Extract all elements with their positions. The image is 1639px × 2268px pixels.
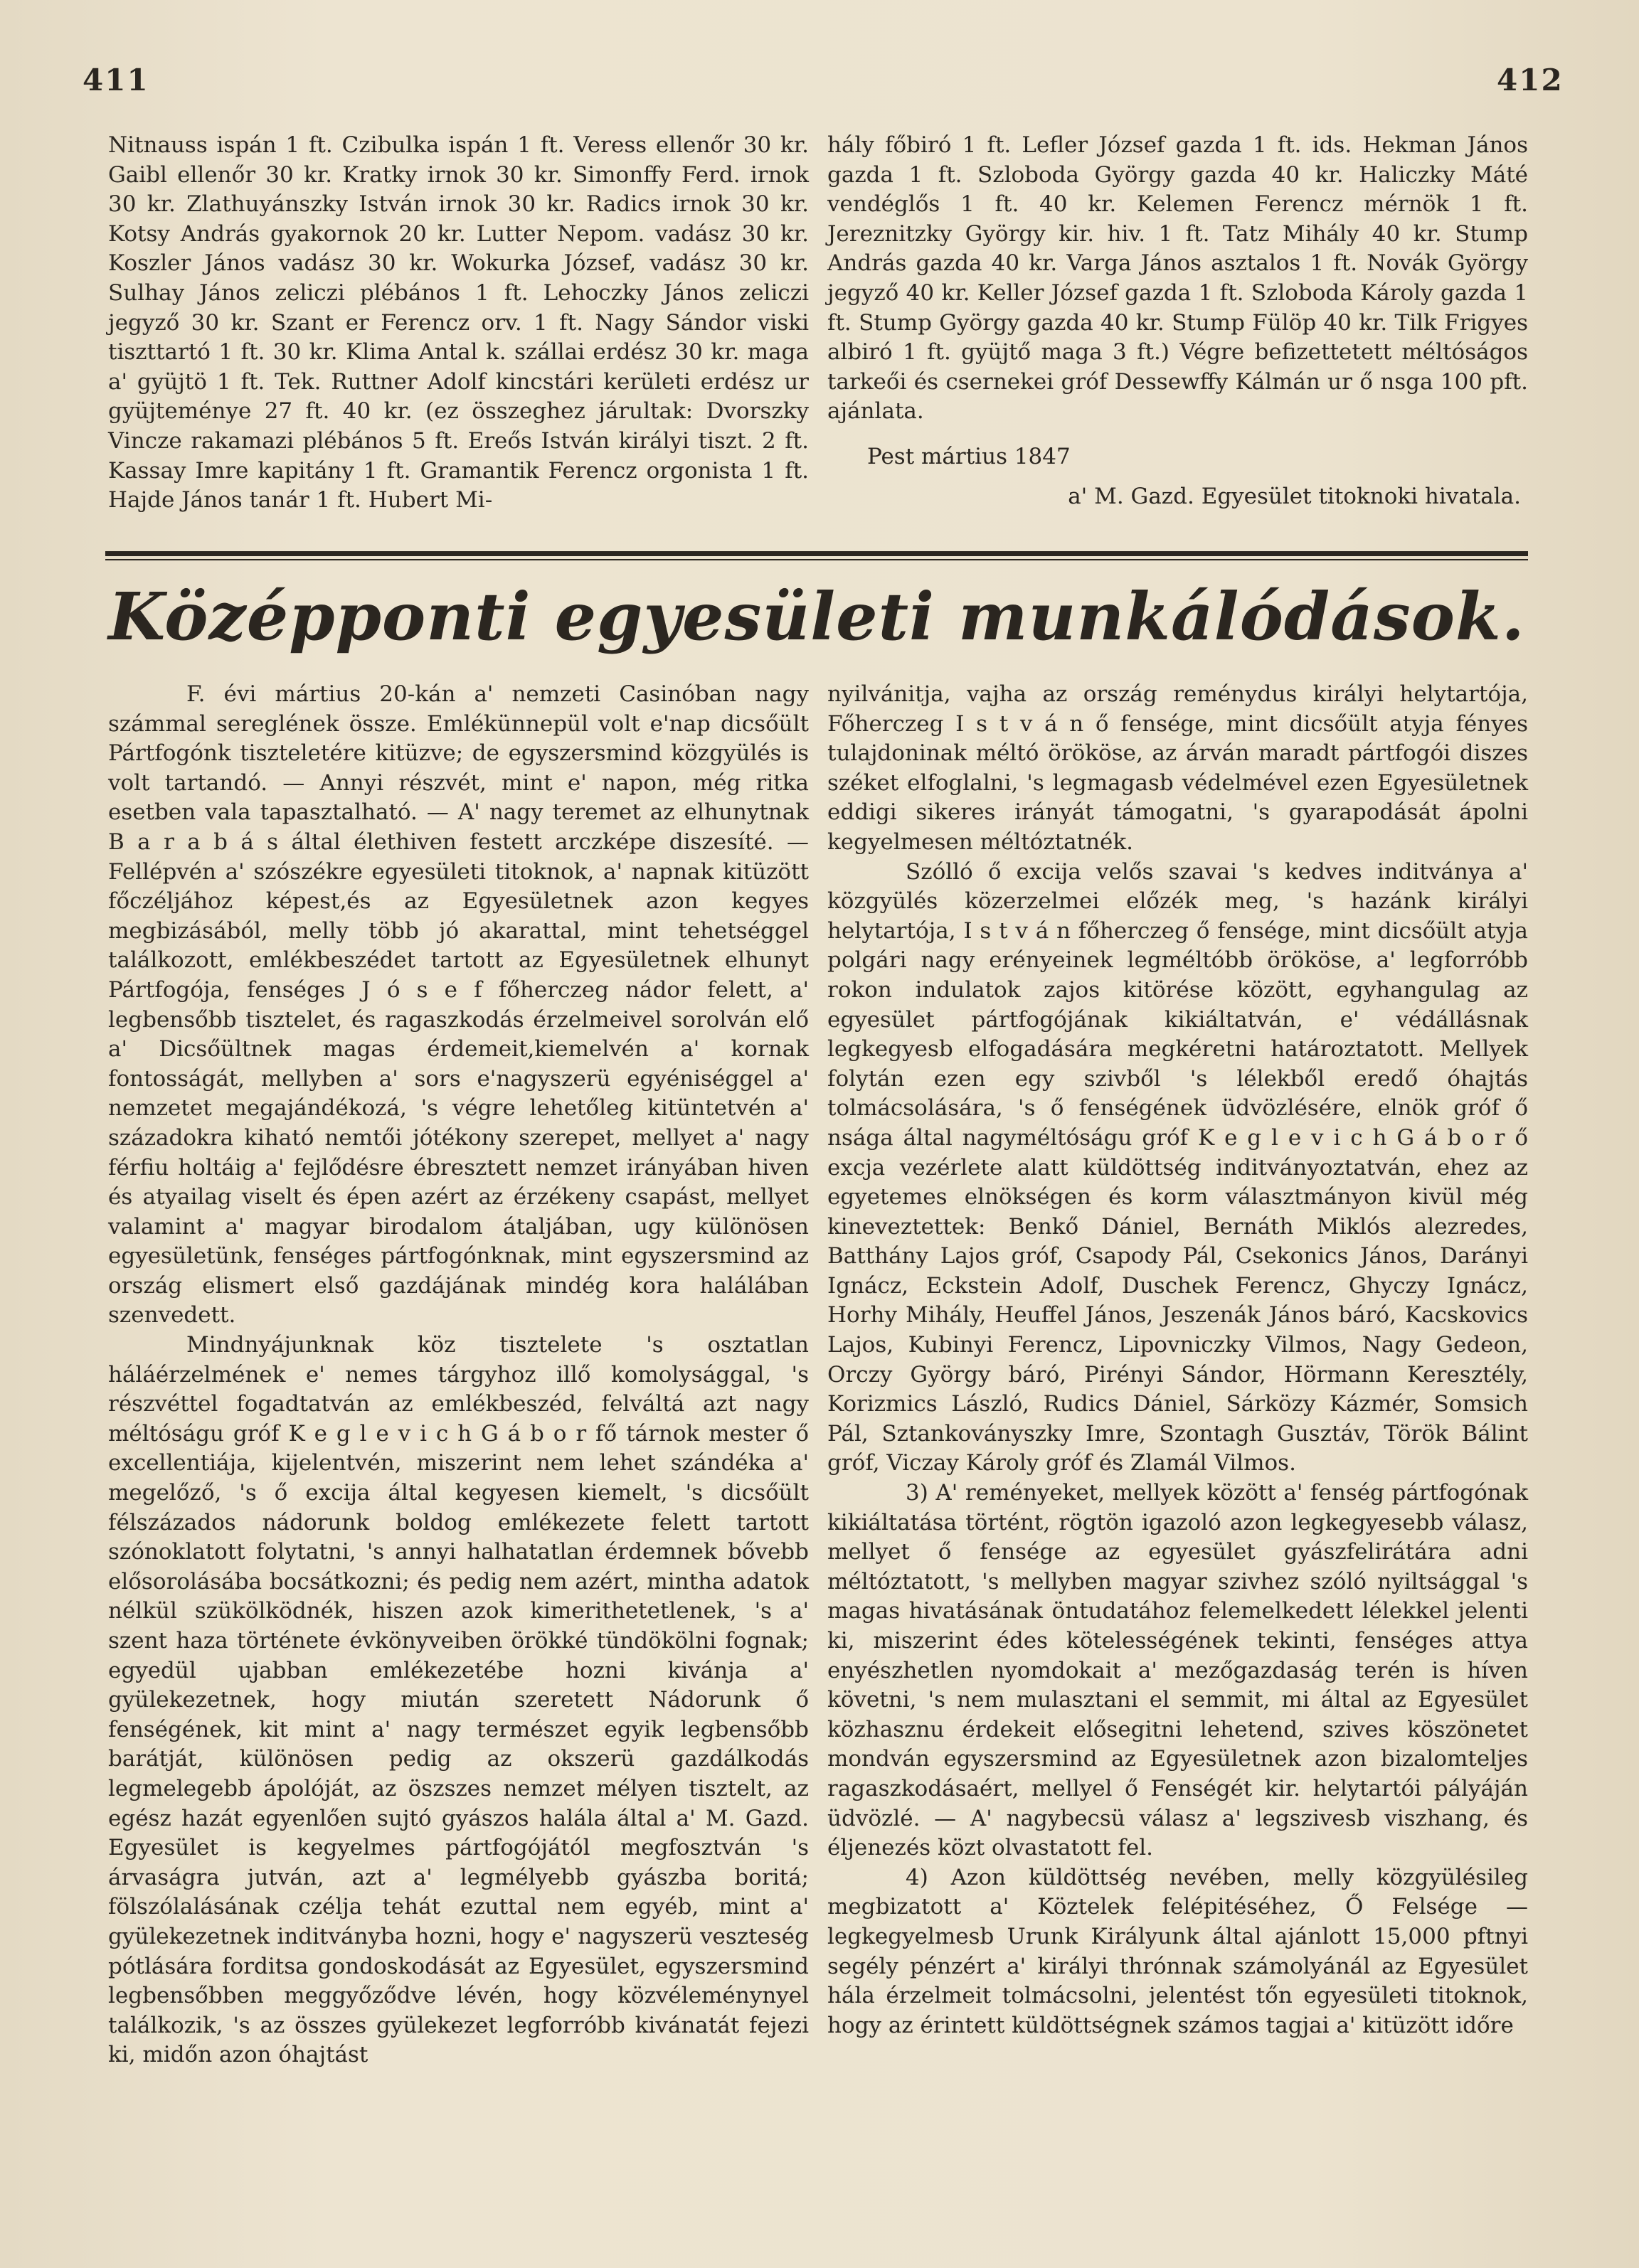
paragraph: nyilvánitja, vajha az ország reménydus királyi helytartója, Főherczeg I s t v á n ő fensége, mint dicsőült atyja fényes tulajdoninak méltó örököse, az árván maradt pártfogói diszes széket elfoglalni, 's legmagasb védelmével ezen Egyesületnek eddigi sikeres irányát támogatni, 's gyarapodását ápolni kegyelmesen méltóztatnék. xyxy=(827,681,1528,855)
signoff-place-date: Pest mártius 1847 xyxy=(867,443,1071,469)
section-divider-thin xyxy=(105,559,1528,560)
donor-list-left: Nitnauss ispán 1 ft. Czibulka ispán 1 ft. Veress ellenőr 30 kr. Gaibl ellenőr 30 kr. Kratky irnok 30 kr. Simonffy Ferd. irnok 30 kr. Zlathuyánszky István irnok 30 kr. Radics irnok 30 kr. Kotsy András gyakornok 20 kr. Lutter Nepom. vadász 30 kr. Koszler János vadász 30 kr. Wokurka József, vadász 30 kr. Sulhay János zeliczi plébános 1 ft. Lehoczky János zeliczi jegyző 30 kr. Szant er Ferencz orv. 1 ft. Nagy Sándor viski tiszttartó 1 ft. 30 kr. Klima Antal k. szállai erdész 30 kr. maga a' gyüjtö 1 ft. Tek. Ruttner Adolf kincstári kerületi erdész ur gyüjteménye 27 ft. 40 kr. (ez összeghez járultak: Dvorszky Vincze rakamazi plébános 5 ft. Ereős István királyi tiszt. 2 ft. Kassay Imre kapitány 1 ft. Gramantik Ferencz orgonista 1 ft. Hajde János tanár 1 ft. Hubert Mi- xyxy=(108,132,809,513)
page-number-left: 411 xyxy=(83,63,149,97)
donor-list-right: hály főbiró 1 ft. Lefler József gazda 1 ft. ids. Hekman János gazda 1 ft. Szloboda György gazda 40 kr. Haliczky Máté vendéglős 1 ft. 40 kr. Kelemen Ferencz mérnök 1 ft. Jereznitzky György kir. hiv. 1 ft. Tatz Mihály 40 kr. Stump András gazda 40 kr. Varga János asztalos 1 ft. Novák György jegyző 40 kr. Keller József gazda 1 ft. Szloboda Károly gazda 1 ft. Stump György gazda 40 kr. Stump Fülöp 40 kr. Tilk Frigyes albiró 1 ft. gyüjtő maga 3 ft.) Végre befizettetett méltóságos tarkeői és csernekei gróf Dessewffy Kálmán ur ő nsga 100 pft. ajánlata. xyxy=(827,132,1528,425)
paragraph: Szólló ő excija velős szavai 's kedves inditványa a' közgyülés közerzelmei előzék meg, 's hazánk királyi helytartója, I s t v á n főherczeg ő fensége, mint dicsőült atyja polgári nagy erényeinek legméltóbb örököse, a' legforróbb rokon indulatok zajos kitörése között, egyhangulag az egyesület pártfogójának kikiáltatván, e' védállásnak legkegyesb elfogadására megkéretni határoztatott. Mellyek folytán ezen egy szivből 's lélekből eredő óhajtás tolmácsolására, 's ő fenségének üdvözlésére, elnök gróf ő nsága által nagyméltóságu gróf K e g l e v i c h G á b o r ő excja vezérlete alatt küldöttség inditványoztatván, ehez az egyetemes elnökségen és korm választmányon kivül még kineveztettek: Benkő Dániel, Bernáth Miklós alezredes, Batthány Lajos gróf, Csapody Pál, Csekonics János, Darányi Ignácz, Eckstein Adolf, Duschek Ferencz, Ghyczy Ignácz, Horhy Mihály, Heuffel János, Jeszenák János báró, Kacskovics Lajos, Kubinyi Ferencz, Lipovniczky Vilmos, Nagy Gedeon, Orczy György báró, Pirényi Sándor, Hörmann Keresztély, Korizmics László, Rudics Dániel, Sárközy Kázmér, Somsich Pál, Sztankoványszky Imre, Szontagh Gusztáv, Török Bálint gróf, Viczay Károly gróf és Zlamál Vilmos. xyxy=(827,858,1528,1476)
paragraph: 3) A' reményeket, mellyek között a' fenség pártfogónak kikiáltatása történt, rögtön igazoló azon legkegyesebb válasz, mellyet ő fensége az egyesület gyászfelirátára adni méltóztatott, 's mellyben magyar szivhez szóló nyiltsággal 's magas hivatásának öntudatához felemelkedett lélekkel jelenti ki, miszerint édes kötelességének tekinti, fenséges attya enyészhetlen nyomdokait a' mezőgazdaság terén is híven követni, 's nem mulasztani el semmit, mi által az Egyesület közhasznu érdekeit elősegitni lehetend, szives köszönetet mondván egyszersmind az Egyesületnek azon bizalomteljes ragaszkodásaért, mellyel ő Fenségét kir. helytartói pályáján üdvözlé. — A' nagybecsü válasz a' legszivesb viszhang, és éljenezés közt olvastatott fel. xyxy=(827,1480,1528,1861)
paragraph: F. évi mártius 20-kán a' nemzeti Casinóban nagy számmal sereglének össze. Emlékünnepül volt e'nap dicsőült Pártfogónk tiszteletére kitüzve; de egyszersmind közgyülés is volt tartandó. — Annyi részvét, mint e' napon, még ritka esetben vala tapasztalható. — A' nagy teremet az elhunytnak B a r a b á s által élethiven festett arczképe diszesíté. — Fellépvén a' szószékre egyesületi titoknok, a' napnak kitüzött főczéljához képest,és az Egyesületnek azon kegyes megbizásából, melly több jó akarattal, mint tehetséggel találkozott, emlékbeszédet tartott az Egyesületnek elhunyt Pártfogója, fenséges J ó s e f főherczeg nádor felett, a' legbensőbb tisztelet, és ragaszkodás érzelmeivel sorolván elő a' Dicsőültnek magas érdemeit,kiemelvén a' kornak fontosságát, mellyben a' sors e'nagyszerü egyéniséggel a' nemzetet megajándékozá, 's végre lehetőleg kitüntetvén a' századokra kiható nemtői jótékony szerepet, mellyet a' nagy férfiu holtáig a' fejlődésre ébresztett nemzet irányában hiven és atyailag viselt és épen azért az érzékeny csapást, mellyet valamint a' magyar birodalom átaljában, ugy különösen egyesületünk, fenséges pártfogónknak, mint egyszersmind az ország elismert első gazdájának mindég kora halálában szenvedett. xyxy=(108,681,809,1329)
paragraph: Mindnyájunknak köz tisztelete 's osztatlan háláérzelmének e' nemes tárgyhoz illő komolysággal, 's részvéttel fogadtatván az emlékbeszéd, felváltá azt nagy méltóságu gróf K e g l e v i c h G á b o r fő tárnok mester ő excellentiája, kijelentvén, miszerint nem lehet szándéka a' megelőző, 's ő excija által kegyesen kiemelt, 's dicsőült félszázados nádorunk boldog emlékezete felett tartott szónoklatott folytatni, 's annyi halhatatlan érdemnek bővebb elősorolásába bocsátkozni; és pedig nem azért, mintha adatok nélkül szükölködnék, hiszen azok kimerithetetlenek, 's a' szent haza története évkönyveiben örökké tündökölni fognak; egyedül ujabban emlékezetébe hozni kivánja a' gyülekezetnek, hogy miután szeretett Nádorunk ő fenségének, kit mint a' nagy természet egyik legbensőbb barátját, különösen pedig az okszerü gazdálkodás legmelegebb ápolóját, az öszszes nemzet mélyen tisztelt, az egész hazát egyenlően sujtó gyászos halála által a' M. Gazd. Egyesület is kegyelmes pártfogójától megfosztván 's árvaságra jutván, azt a' legmélyebb gyászba boritá; fölszólalásának czélja tehát ezuttal nem egyéb, mint a' gyülekezetnek inditványba hozni, hogy e' nagyszerü veszteség pótlására forditsa gondoskodását az Egyesület, egyszersmind legbensőbben meggyőződve lévén, hogy közvéleménynyel találkozik, 's az összes gyülekezet legforróbb kivánatát fejezi ki, midőn azon óhajtást xyxy=(108,1332,809,2068)
paragraph: 4) Azon küldöttség nevében, melly közgyülésileg megbizatott a' Köztelek felépitéséhez, Ő Felsége — legkegyelmesb Urunk Királyunk által ajánlott 15,000 pftnyi segély pénzért a' királyi thrónnak számolyánál az Egyesület hála érzelmeit tolmácsolni, jelentést tőn egyesületi titoknok, hogy az érintett küldöttségnek számos tagjai a' kitüzött időre xyxy=(827,1864,1528,2038)
body-left-column xyxy=(108,680,809,2070)
page-number-right: 412 xyxy=(1497,63,1564,97)
signoff-organization: a' M. Gazd. Egyesület titoknoki hivatala. xyxy=(1068,483,1521,509)
body-right-column xyxy=(827,680,1528,2040)
top-right-column xyxy=(827,131,1528,511)
section-divider-thick xyxy=(105,551,1528,556)
section-headline: Középponti egyesületi munkálódások. xyxy=(108,578,1525,655)
top-left-column xyxy=(108,131,809,516)
